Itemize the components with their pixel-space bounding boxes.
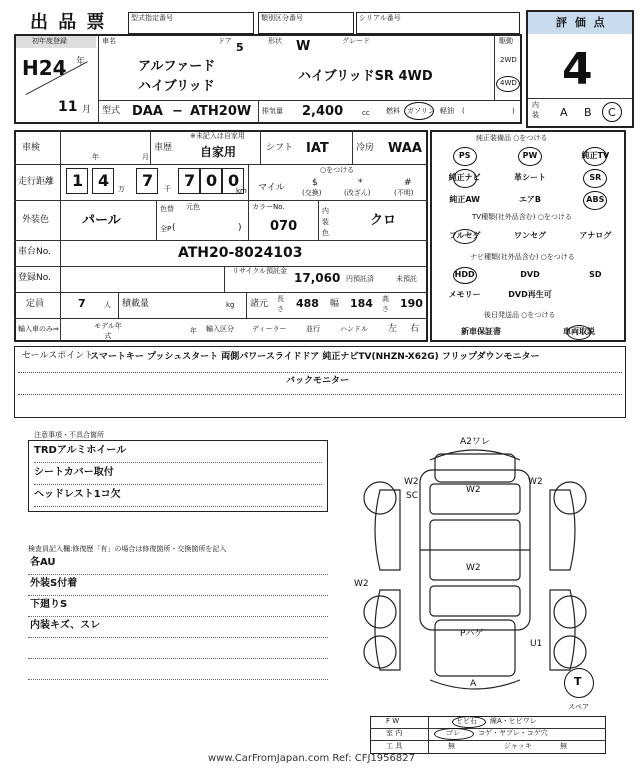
load-unit: kg bbox=[226, 301, 235, 309]
items-item: ABS bbox=[586, 195, 605, 204]
diag-mark-7: W2 bbox=[354, 579, 369, 589]
diag-mark-4: W2 bbox=[528, 477, 543, 487]
sym-star: * bbox=[358, 178, 363, 188]
left-side-front-shape bbox=[375, 490, 400, 570]
items-item: PW bbox=[522, 151, 538, 160]
full-paint-paren-close: ) bbox=[238, 223, 242, 233]
legend-fw-label: F W bbox=[386, 717, 400, 725]
handle-left: 左 bbox=[388, 324, 398, 334]
ac-label: 冷房 bbox=[356, 143, 375, 153]
notes-line: シートカバー取付 bbox=[34, 467, 114, 478]
inspection-month: 月 bbox=[142, 153, 149, 161]
interior-color-value: クロ bbox=[370, 213, 397, 228]
handle-label: ハンドル bbox=[340, 325, 368, 333]
legend-room-2: コゲ・ヤブレ・コゲ穴 bbox=[478, 729, 548, 737]
inspector-line: 各AU bbox=[30, 557, 56, 568]
chassis-label: 車台No. bbox=[18, 247, 51, 257]
inspector-rule bbox=[28, 637, 328, 638]
inspection-label: 車検 bbox=[22, 143, 41, 153]
shift-value: IAT bbox=[306, 141, 329, 156]
color-no-label: カラーNo. bbox=[252, 203, 285, 211]
interior-a: A bbox=[560, 106, 568, 119]
legend-tool-3: 無 bbox=[560, 742, 567, 750]
left-side-rear-shape bbox=[375, 590, 400, 670]
items-item: 純正AW bbox=[449, 195, 480, 204]
spare-icon: T bbox=[574, 675, 582, 688]
recycle-not: 未預託 bbox=[396, 275, 417, 283]
fuel-paren-open: ( bbox=[462, 107, 465, 115]
reg-year: H24 bbox=[22, 56, 67, 80]
spec-grid bbox=[14, 130, 428, 342]
selling-points-line2: バックモニター bbox=[286, 376, 350, 386]
odometer-digit: 7 bbox=[142, 171, 154, 190]
diag-mark-6: W2 bbox=[466, 563, 481, 573]
right-side-front-shape bbox=[550, 490, 575, 570]
navi_items-item: SD bbox=[589, 270, 602, 279]
altered-label: (改ざん) bbox=[344, 189, 371, 197]
capacity-label: 定員 bbox=[26, 299, 45, 309]
odometer-digit: 1 bbox=[72, 171, 84, 190]
drive-label: 駆動 bbox=[499, 37, 513, 45]
grade-value: ハイブリッドSR 4WD bbox=[298, 69, 433, 84]
original-color-label: 元色 bbox=[186, 203, 200, 211]
notes-rule bbox=[34, 484, 322, 485]
wheel-rl-shape bbox=[364, 596, 396, 628]
inspector-rule bbox=[28, 616, 328, 617]
color-change-label: 色替 bbox=[160, 205, 174, 213]
car-name-line2: ハイブリッド bbox=[138, 79, 215, 94]
wheel-rr-shape bbox=[554, 596, 586, 628]
sym-dollar: $ bbox=[312, 178, 318, 188]
legend-room-label: 室 内 bbox=[386, 729, 403, 737]
legend-tool-1: 無 bbox=[448, 742, 455, 750]
chassis-value: ATH20-8024103 bbox=[178, 245, 303, 261]
wheel-fl-shape bbox=[364, 482, 396, 514]
odometer-digit: 0 bbox=[206, 171, 218, 190]
navi_items-item: DVD再生可 bbox=[508, 290, 552, 299]
history-label: 車歴 bbox=[154, 143, 173, 153]
drive-2wd: 2WD bbox=[500, 56, 517, 64]
navi_items-item: メモリー bbox=[448, 290, 481, 299]
tv-title: TV種類(社外品含む) ○をつける bbox=[472, 213, 572, 221]
fuel-value: ガソリン bbox=[407, 107, 435, 115]
height-label: 高さ bbox=[382, 295, 389, 313]
history-note: ※未記入は自家用 bbox=[190, 132, 245, 140]
parallel-label: 並行 bbox=[306, 325, 320, 333]
fuel-paren-close: ) bbox=[512, 107, 515, 115]
diag-mark-8: Pハゲ bbox=[460, 629, 484, 639]
diag-mark-10: A bbox=[470, 679, 477, 689]
type-no-label: 型式指定番号 bbox=[131, 14, 173, 22]
model-dash: − bbox=[172, 104, 183, 119]
ac-value: WAA bbox=[388, 141, 422, 156]
legend-room-1: ゴレ bbox=[446, 729, 460, 737]
interior-b: B bbox=[584, 106, 592, 119]
sym-hash: # bbox=[404, 178, 412, 188]
color-no-value: 070 bbox=[270, 219, 298, 234]
inspector-label: 検査員記入欄:修復歴「有」の場合は修復箇所・交換箇所を記入 bbox=[28, 545, 227, 553]
door-value: 5 bbox=[236, 41, 244, 54]
displacement-value: 2,400 bbox=[302, 104, 344, 119]
odometer-digit: 7 bbox=[184, 171, 196, 190]
interior-c: C bbox=[608, 106, 616, 119]
docs_items-item: 新車保証書 bbox=[461, 327, 501, 336]
model-value: ATH20W bbox=[190, 104, 252, 119]
odometer-digit: 4 bbox=[98, 171, 110, 190]
spare-label: スペア bbox=[568, 703, 589, 711]
serial-no-label: シリアル番号 bbox=[359, 14, 401, 22]
recycle-amount: 17,060 bbox=[294, 271, 341, 285]
light-oil: 軽油 bbox=[440, 107, 454, 115]
km-unit: km bbox=[236, 187, 247, 195]
length-label: 長さ bbox=[277, 295, 284, 313]
tv_items-item: フルセグ bbox=[448, 231, 481, 240]
load-label: 積載量 bbox=[122, 299, 150, 309]
diag-mark-9: U1 bbox=[530, 639, 543, 649]
wheel-fr-shape bbox=[554, 482, 586, 514]
wheel-rl2-shape bbox=[364, 636, 396, 668]
car-name-label: 車名 bbox=[102, 37, 116, 45]
front-bumper-shape bbox=[430, 450, 520, 460]
inspector-line: 下廻りS bbox=[30, 599, 68, 610]
diag-mark-2: W2 bbox=[404, 477, 419, 487]
door-label: ドア bbox=[218, 37, 232, 45]
watermark: www.CarFromJapan.com Ref: CFJ1956827 bbox=[208, 753, 415, 764]
legend-tool-label: 工 具 bbox=[386, 742, 403, 750]
inspection-year: 年 bbox=[92, 153, 99, 161]
width-value: 184 bbox=[350, 297, 373, 310]
reg-year-unit: 年 bbox=[76, 57, 86, 67]
dims-label: 諸元 bbox=[250, 299, 269, 309]
tv_items-item: ワンセグ bbox=[513, 231, 546, 240]
import-label: 輸入車のみ⇒ bbox=[18, 325, 59, 333]
legend-fw-1: ヒビ石 bbox=[456, 717, 477, 725]
wheel-rr2-shape bbox=[554, 636, 586, 668]
capacity-unit: 人 bbox=[104, 301, 111, 309]
displacement-label: 排気量 bbox=[262, 107, 283, 115]
color-value: パール bbox=[82, 213, 121, 228]
diag-mark-3: W2 bbox=[466, 485, 481, 495]
mile-label: マイル bbox=[258, 183, 285, 193]
odometer-sen-unit: 千 bbox=[164, 185, 171, 193]
first-reg-label: 初年度登録 bbox=[32, 37, 67, 45]
diag-mark-1: A2ワレ bbox=[460, 437, 490, 447]
rear-glass-shape bbox=[430, 586, 520, 616]
genuine-title: 純正装備品 ○をつける bbox=[476, 134, 548, 142]
model-label: 型式 bbox=[102, 106, 121, 116]
docs_items-item: 車両取説 bbox=[563, 327, 595, 336]
notes-rule bbox=[34, 506, 322, 507]
handle-right: 右 bbox=[410, 324, 420, 334]
inspector-rule bbox=[28, 574, 328, 575]
notes-rule bbox=[34, 462, 322, 463]
items-item: エアB bbox=[518, 195, 542, 204]
shift-label: シフト bbox=[266, 143, 294, 153]
hood-top-shape bbox=[435, 454, 515, 482]
import-year-unit: 年 bbox=[190, 327, 197, 335]
unknown-label: (不明) bbox=[394, 189, 414, 197]
full-paint-label: 全P bbox=[160, 225, 172, 233]
reg-month: 11 bbox=[58, 99, 78, 115]
width-label: 幅 bbox=[330, 299, 340, 309]
inspector-line: 外装S付着 bbox=[30, 578, 78, 589]
recycle-deposited: 円預託済 bbox=[346, 275, 374, 283]
interior-label: 内装 bbox=[532, 101, 539, 119]
circle-note: ○をつける bbox=[320, 166, 355, 174]
reg-month-unit: 月 bbox=[82, 105, 92, 115]
items-item: 純正ナビ bbox=[448, 173, 481, 182]
legend-fw-2: 線A・ヒビワレ bbox=[490, 717, 537, 725]
navi_items-item: DVD bbox=[520, 270, 540, 279]
navi-title: ナビ種類(社外品含む) ○をつける bbox=[470, 253, 575, 261]
odometer-man-unit: 万 bbox=[118, 185, 125, 193]
import-class-label: 輸入区分 bbox=[206, 325, 234, 333]
length-value: 488 bbox=[296, 297, 319, 310]
items-item: 純正TV bbox=[581, 151, 610, 160]
inspector-rule bbox=[28, 595, 328, 596]
items-item: 革シート bbox=[513, 173, 546, 182]
model-year-label: モデル年式 bbox=[94, 322, 122, 340]
shape-value: W bbox=[296, 39, 311, 54]
capacity-value: 7 bbox=[78, 297, 86, 310]
reg-no-label: 登録No. bbox=[18, 273, 51, 283]
items-item: PS bbox=[458, 151, 471, 160]
full-paint-paren: ( bbox=[172, 223, 176, 233]
grade-label: グレード bbox=[342, 37, 370, 45]
selling-points-label: セールスポイント bbox=[22, 351, 94, 361]
notes-line: ヘッドレスト1コ欠 bbox=[34, 489, 121, 500]
navi_items-item: HDD bbox=[454, 270, 475, 279]
history-value: 自家用 bbox=[200, 145, 237, 159]
notes-line: TRDアルミホイール bbox=[34, 445, 127, 456]
selling-points-line1: スマートキー プッシュスタート 両側パワースライドドア 純正ナビTV(NHZN-X62G) フリップダウンモニター bbox=[90, 352, 540, 362]
interior-color-label: 内装色 bbox=[322, 207, 329, 237]
exchange-label: (交換) bbox=[302, 189, 322, 197]
score-label: 評 価 点 bbox=[556, 16, 607, 29]
color-label: 外装色 bbox=[22, 215, 50, 225]
model-prefix: DAA bbox=[132, 104, 163, 119]
notes-label: 注意事項・不具合箇所 bbox=[34, 431, 104, 439]
car-name-line1: アルファード bbox=[138, 59, 216, 74]
fuel-label: 燃料 bbox=[386, 107, 400, 115]
right-side-rear-shape bbox=[550, 590, 575, 670]
dealer-label: ディーラー bbox=[252, 325, 287, 333]
mileage-label: 走行距離 bbox=[18, 177, 55, 187]
height-value: 190 bbox=[400, 297, 423, 310]
drive-4wd: 4WD bbox=[500, 79, 517, 87]
diag-mark-5: SC bbox=[406, 491, 418, 501]
recycle-label: リサイクル預託金 bbox=[232, 267, 288, 275]
tv_items-item: アナログ bbox=[579, 231, 612, 240]
items-item: SR bbox=[589, 173, 602, 182]
category-no-label: 類別区分番号 bbox=[261, 14, 303, 22]
inspector-line: 内装キズ、スレ bbox=[30, 620, 101, 631]
cc-unit: cc bbox=[362, 109, 370, 117]
inspector-rule bbox=[28, 658, 328, 659]
docs-title: 後日発送品 ○をつける bbox=[484, 311, 556, 319]
score-value: 4 bbox=[562, 44, 593, 95]
legend-tool-2: ジャッキ bbox=[504, 742, 532, 750]
shape-label: 形状 bbox=[268, 37, 282, 45]
inspector-rule bbox=[28, 679, 328, 680]
odometer-digit: 0 bbox=[228, 171, 240, 190]
sheet-title: 出 品 票 bbox=[30, 12, 107, 33]
